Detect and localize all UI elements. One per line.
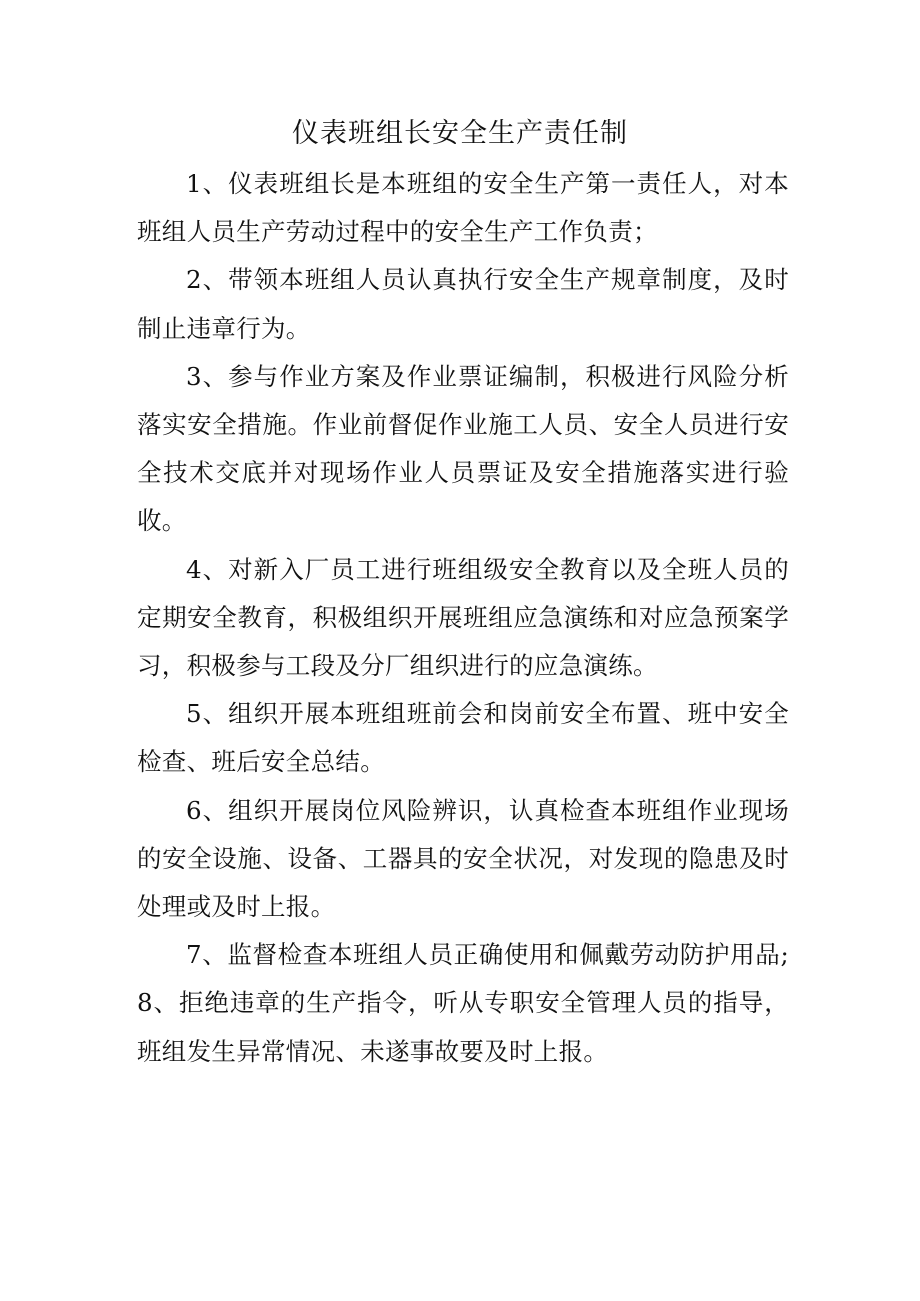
paragraph-5: 5、组织开展本班组班前会和岗前安全布置、班中安全检查、班后安全总结。 <box>137 699 789 777</box>
paragraph-6: 6、组织开展岗位风险辨识，认真检查本班组作业现场的安全设施、设备、工器具的安全状况，对发现的隐患及时处理或及时上报。 <box>137 795 789 922</box>
paragraph-2: 2、带领本班组人员认真执行安全生产规章制度，及时制止违章行为。 <box>137 265 789 343</box>
paragraph-7: 7、监督检查本班组人员正确使用和佩戴劳动防护用品;8、拒绝违章的生产指令，听从专职安全管理人员的指导，班组发生异常情况、未遂事故要及时上报。 <box>137 940 789 1066</box>
paragraph-4: 4、对新入厂员工进行班组级安全教育以及全班人员的定期安全教育，积极组织开展班组应急演练和对应急预案学习，积极参与工段及分厂组织进行的应急演练。 <box>137 554 789 681</box>
paragraph-3: 3、参与作业方案及作业票证编制，积极进行风险分析落实安全措施。作业前督促作业施工人员、安全人员进行安全技术交底并对现场作业人员票证及安全措施落实进行验收。 <box>137 361 789 536</box>
document-title: 仪表班组长安全生产责任制 <box>292 118 628 149</box>
document-body <box>137 160 789 1076</box>
paragraph-1: 1、仪表班组长是本班组的安全生产第一责任人，对本班组人员生产劳动过程中的安全生产工作负责； <box>137 169 789 247</box>
